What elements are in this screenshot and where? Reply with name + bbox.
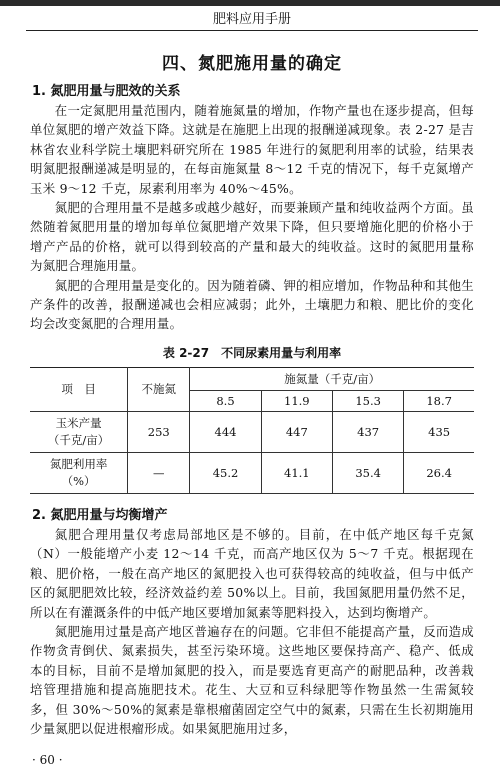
column-header-level: 18.7: [404, 390, 474, 411]
table-cell: 437: [332, 411, 403, 452]
row-label-line: 氮肥利用率: [49, 456, 108, 471]
table-caption: 表 2-27 不同尿素用量与利用率: [162, 345, 342, 360]
row-label-line: 玉米产量: [55, 415, 102, 430]
column-header-none: 不施氮: [128, 367, 190, 411]
table-row: [30, 411, 474, 452]
running-header-title: 肥料应用手册: [212, 12, 291, 27]
section-heading-2: 2. 氮肥用量与均衡增产: [32, 507, 168, 523]
paragraph: 在一定氮肥用量范围内，随着施氮量的增加，作物产量也在逐步提高，但每单位氮肥的增产效益下降。这就是在施肥上出现的报酬递减现象。表 2-27 是吉林省农业科学院土壤肥料研究所在 1985 年进行的氮肥利用率的试验，结果表明氮肥报酬递减是明显的，在每亩施氮量 8～12 千克的情况下，每千克氮增产玉米 9～12 千克，尿素利用率为 40%～45%。: [30, 103, 474, 196]
paragraph: 氮肥的合理用量是变化的。因为随着磷、钾的相应增加，作物品种和其他生产条件的改善，报酬递减也会相应减弱；此外，土壤肥力和粮、肥比价的变化均会改变氮肥的合理用量。: [30, 277, 474, 332]
section-heading-1: 1. 氮肥用量与肥效的关系: [32, 84, 181, 99]
row-label-line: （%）: [61, 473, 96, 488]
paragraph: 氮肥的合理用量不是越多或越少越好，而要兼顾产量和纯收益两个方面。虽然随着氮肥用量的增加每单位氮肥增产效果下降，但只要增施化肥的价格小于增产产品的价格，就可以得到较高的产量和最大的纯收益。这时的氮肥用量称为氮肥合理施用量。: [30, 200, 474, 274]
column-header-level: 15.3: [332, 390, 403, 411]
page-number: · 60 ·: [32, 753, 63, 767]
table-cell: —: [128, 452, 190, 493]
header-bar: [0, 0, 500, 6]
paragraph: 氮肥合理用量仅考虑局部地区是不够的。目前，在中低产地区每千克氮（N）一般能增产小麦 12～14 千克，而高产地区仅为 5～7 千克。根据现在粮、肥价格，一般在高产地区的氮肥投入也可获得较高的纯收益，但与中低产区的氮肥肥效比较，经济效益约差 50%以上。目前，我国氮肥用量仍然不足，所以在有灌溉条件的中低产地区要增加氮素等肥料投入，达到均衡增产。: [30, 526, 474, 620]
row-label: [30, 452, 128, 493]
row-label-line: （千克/亩）: [47, 432, 110, 447]
table-cell: 41.1: [261, 452, 332, 493]
table-cell: 447: [261, 411, 332, 452]
column-header-group: 施氮量（千克/亩）: [190, 367, 474, 390]
table-cell: 26.4: [404, 452, 474, 493]
row-label: [30, 411, 128, 452]
chapter-title: 四、氮肥施用量的确定: [162, 54, 342, 74]
table-cell: 35.4: [332, 452, 403, 493]
data-table: [30, 367, 474, 494]
table-row: [30, 452, 474, 493]
table-cell: 45.2: [190, 452, 261, 493]
table-cell: 435: [404, 411, 474, 452]
column-header-item: 项 目: [30, 367, 128, 411]
column-header-level: 11.9: [261, 390, 332, 411]
table-cell: 253: [128, 411, 190, 452]
paragraph: 氮肥施用过量是高产地区普遍存在的问题。它非但不能提高产量，反而造成作物贪青倒伏、氮素损失，甚至污染环境。这些地区要保持高产、稳产、低成本的目标，目前不是增加氮肥的投入，而是要选育更高产的耐肥品种，改善栽培管理措施和提高施肥技术。花生、大豆和豆科绿肥等作物虽然一生需氮较多，但 30%～50%的氮素是靠根瘤菌固定空气中的氮素，只需在生长初期施用少量氮肥以促进根瘤形成。如果氮肥施用过多，: [30, 623, 474, 736]
column-header-level: 8.5: [190, 390, 261, 411]
table-cell: 444: [190, 411, 261, 452]
table-header-row: [30, 367, 474, 390]
